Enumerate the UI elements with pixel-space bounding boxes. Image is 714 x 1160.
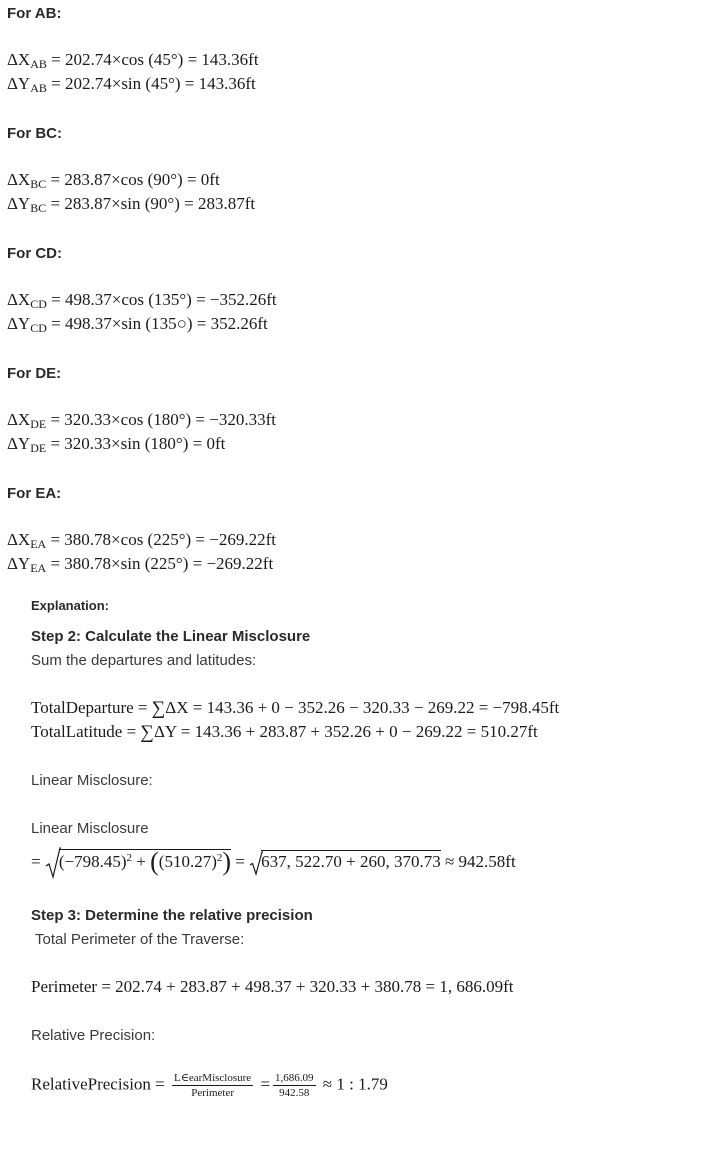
dy-expression: = 283.87×sin (90°) = 283.87ft	[50, 194, 256, 213]
equation-dy-de	[7, 434, 225, 454]
total-latitude-label: TotalLatitude =	[31, 722, 141, 741]
dx-symbol: ΔX	[7, 290, 31, 309]
dy-subscript: EA	[30, 561, 47, 575]
dy-subscript: AB	[30, 81, 47, 95]
linear-misclosure-label: Linear Misclosure	[31, 820, 149, 837]
dx-expression: = 283.87×cos (90°) = 0ft	[50, 170, 220, 189]
radicand-main	[58, 846, 232, 876]
total-departure-equation	[31, 698, 559, 718]
linear-misclosure-equation	[31, 846, 516, 880]
relative-precision-result: ≈ 1 : 1.79	[322, 1074, 388, 1094]
equation-dy-bc	[7, 194, 255, 214]
section-heading-bc: For BC:	[7, 125, 62, 142]
dx-expression: = 320.33×cos (180°) = −320.33ft	[50, 410, 276, 429]
explanation-label: Explanation:	[31, 598, 110, 613]
dx-subscript: BC	[30, 177, 47, 191]
dy-subscript: BC	[30, 201, 47, 215]
section-heading-ea: For EA:	[7, 485, 62, 502]
open-paren: (	[150, 846, 159, 876]
relative-precision-intro: Relative Precision:	[31, 1027, 156, 1044]
section-heading-ab: For AB:	[7, 5, 62, 22]
equation-dx-de	[7, 410, 276, 430]
step3-title: Step 3: Determine the relative precision	[31, 907, 313, 924]
relative-precision-equation	[31, 1072, 388, 1099]
dx-symbol: ΔX	[7, 410, 31, 429]
step2-subtitle: Sum the departures and latitudes:	[31, 652, 257, 669]
dx-symbol: ΔX	[7, 530, 31, 549]
dy-expression: = 380.78×sin (225°) = −269.22ft	[50, 554, 274, 573]
dy-subscript: CD	[30, 321, 47, 335]
dx-expression: = 202.74×cos (45°) = 143.36ft	[51, 50, 259, 69]
dy-symbol: ΔY	[7, 194, 31, 213]
dx-subscript: DE	[30, 417, 47, 431]
term-departure: (−798.45)	[58, 851, 127, 871]
exponent: 2	[126, 851, 133, 864]
dx-subscript: EA	[30, 537, 47, 551]
dy-expression: = 202.74×sin (45°) = 143.36ft	[51, 74, 256, 93]
dy-symbol: ΔY	[7, 74, 31, 93]
equation-dy-ea	[7, 554, 273, 574]
plus-sign: +	[136, 851, 146, 871]
linear-misclosure-result: ≈ 942.58ft	[444, 851, 516, 871]
equation-dx-bc	[7, 170, 220, 190]
fraction-numerator: 1,686.09	[275, 1072, 314, 1084]
dx-subscript: CD	[30, 297, 47, 311]
section-heading-cd: For CD:	[7, 245, 62, 262]
dy-expression: = 320.33×sin (180°) = 0ft	[50, 434, 226, 453]
dx-subscript: AB	[30, 57, 47, 71]
equation-dy-ab	[7, 74, 256, 94]
dx-symbol: ΔX	[7, 170, 31, 189]
equation-dx-ab	[7, 50, 259, 70]
dx-expression: = 498.37×cos (135°) = −352.26ft	[51, 290, 277, 309]
fraction-values	[273, 1072, 316, 1099]
close-paren: )	[222, 846, 232, 876]
equals-sign: =	[260, 1074, 271, 1094]
equals-sign: =	[31, 851, 41, 871]
exponent: 2	[216, 851, 223, 864]
relative-precision-label: RelativePrecision =	[31, 1074, 170, 1094]
total-departure-expression: ΔX = 143.36 + 0 − 352.26 − 320.33 − 269.22 = −798.45ft	[165, 698, 560, 717]
fraction-misclosure-perimeter	[172, 1072, 253, 1099]
fraction-denominator: 942.58	[279, 1087, 310, 1099]
dy-symbol: ΔY	[7, 314, 31, 333]
fraction-denominator: Perimeter	[191, 1087, 234, 1099]
equation-dx-ea	[7, 530, 276, 550]
total-latitude-expression: ΔY = 143.36 + 283.87 + 352.26 + 0 − 269.22 = 510.27ft	[153, 722, 538, 741]
fraction-numerator: L∈earMisclosure	[174, 1072, 252, 1084]
summation-symbol: ∑	[140, 722, 154, 743]
linear-misclosure-intro: Linear Misclosure:	[31, 772, 153, 789]
dx-symbol: ΔX	[7, 50, 31, 69]
section-heading-de: For DE:	[7, 365, 62, 382]
dx-expression: = 380.78×cos (225°) = −269.22ft	[50, 530, 276, 549]
step3-subtitle: Total Perimeter of the Traverse:	[35, 931, 245, 948]
step2-title: Step 2: Calculate the Linear Misclosure	[31, 628, 311, 645]
radicand-sum: 637, 522.70 + 260, 370.73	[261, 851, 441, 871]
dy-expression: = 498.37×sin (135○) = 352.26ft	[51, 314, 268, 333]
total-departure-label: TotalDeparture =	[31, 698, 152, 717]
equation-dy-cd	[7, 314, 268, 334]
dy-symbol: ΔY	[7, 554, 31, 573]
perimeter-equation: Perimeter = 202.74 + 283.87 + 498.37 + 320.33 + 380.78 = 1, 686.09ft	[31, 977, 514, 996]
dy-symbol: ΔY	[7, 434, 31, 453]
equation-dx-cd	[7, 290, 277, 310]
equals-sign: =	[235, 851, 245, 871]
summation-symbol: ∑	[151, 698, 166, 719]
term-latitude: (510.27)	[158, 851, 217, 871]
dy-subscript: DE	[30, 441, 47, 455]
total-latitude-equation	[31, 722, 538, 742]
